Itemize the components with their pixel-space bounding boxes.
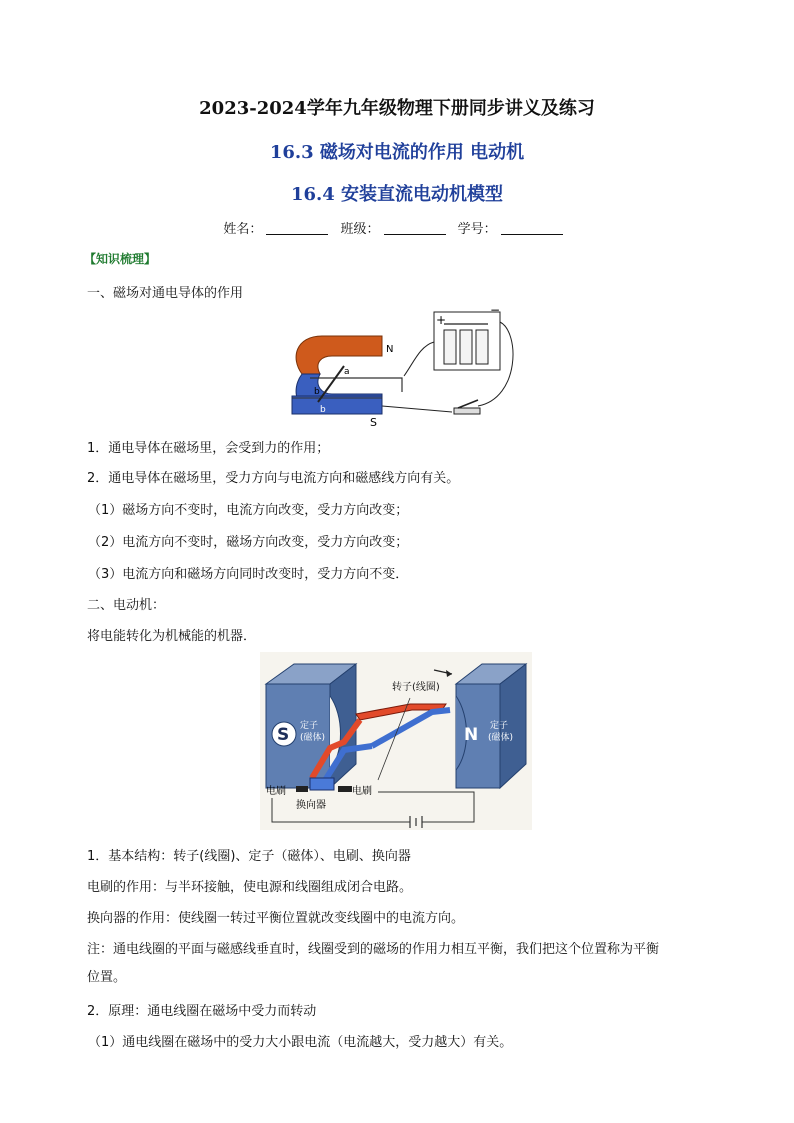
part2-heading: 二、电动机： — [87, 598, 166, 613]
magnet-north-arm — [296, 336, 382, 374]
section-title-16-3: 16.3 磁场对电流的作用 电动机 — [269, 142, 525, 163]
stator-right-label: 定子 — [490, 721, 509, 731]
note-line-1: 注：通电线圈的平面与磁感线垂直时，线圈受到的磁场的作用力相互平衡，我们把这个位置称为平衡 — [87, 942, 660, 957]
number-blank[interactable] — [501, 222, 563, 235]
pole-north-label: N — [386, 344, 394, 355]
principle-line: 2．原理：通电线圈在磁场中受力而转动 — [87, 1004, 317, 1019]
plus-sign: + — [436, 313, 447, 327]
brush-right — [338, 786, 352, 792]
class-label: 班级： — [340, 222, 380, 237]
structure-line: 1．基本结构：转子(线圈)、定子（磁体）、电刷、换向器 — [87, 849, 411, 864]
brush-role-line: 电刷的作用：与半环接触，使电源和线圈组成闭合电路。 — [87, 880, 413, 895]
pole-n-label: N — [464, 725, 479, 745]
point-2-2: （2）电流方向不变时，磁场方向改变，受力方向改变； — [88, 535, 409, 550]
part1-heading: 一、磁场对通电导体的作用 — [87, 286, 244, 301]
point-2: 2．通电导体在磁场里，受力方向与电流方向和磁感线方向有关。 — [87, 471, 460, 486]
svg-text:(磁体): (磁体) — [488, 733, 514, 743]
knowledge-tag: 【知识梳理】 — [84, 252, 157, 266]
document-title: 2023-2024学年九年级物理下册同步讲义及练习 — [199, 98, 595, 119]
commutator — [310, 778, 334, 790]
minus-sign: − — [490, 303, 501, 317]
switch-lever — [458, 400, 478, 408]
stator-left-label: 定子 — [300, 721, 319, 731]
switch-base — [454, 408, 480, 414]
commutator-label: 换向器 — [296, 800, 326, 811]
section-title-16-4: 16.4 安装直流电动机模型 — [290, 184, 504, 205]
rotor-label: 转子(线圈) — [392, 682, 440, 693]
battery-cell — [444, 330, 456, 364]
battery-cell — [476, 330, 488, 364]
name-label: 姓名： — [223, 222, 263, 237]
dc-motor-figure — [260, 652, 532, 830]
pole-south-label: S — [370, 416, 377, 429]
rail-top — [310, 378, 402, 392]
class-blank[interactable] — [384, 222, 446, 235]
pole-s-label: S — [277, 725, 290, 745]
wire-b-label: b — [314, 387, 320, 397]
point-2-1: （1）磁场方向不变时，电流方向改变，受力方向改变； — [88, 503, 409, 518]
svg-text:b: b — [320, 405, 326, 415]
commutator-role-line: 换向器的作用：使线圈一转过平衡位置就改变线圈中的电流方向。 — [87, 911, 465, 926]
name-blank[interactable] — [266, 222, 328, 235]
battery-cell — [460, 330, 472, 364]
number-label: 学号： — [457, 222, 497, 237]
brush-left-label: 电刷 — [266, 786, 286, 797]
magnet-circuit-figure — [282, 302, 522, 430]
brush-left — [296, 786, 308, 792]
principle-point-1: （1）通电线圈在磁场中的受力大小跟电流（电流越大，受力越大）有关。 — [88, 1035, 513, 1050]
motor-definition: 将电能转化为机械能的机器． — [87, 629, 257, 644]
point-1: 1．通电导体在磁场里，会受到力的作用； — [87, 441, 330, 456]
student-info-line — [0, 218, 794, 237]
svg-text:(磁体): (磁体) — [300, 733, 326, 743]
wire-a-label: a — [344, 367, 350, 377]
brush-right-label: 电刷 — [352, 786, 372, 797]
note-line-2: 位置。 — [87, 970, 127, 985]
point-2-3: （3）电流方向和磁场方向同时改变时，受力方向不变． — [88, 567, 409, 582]
